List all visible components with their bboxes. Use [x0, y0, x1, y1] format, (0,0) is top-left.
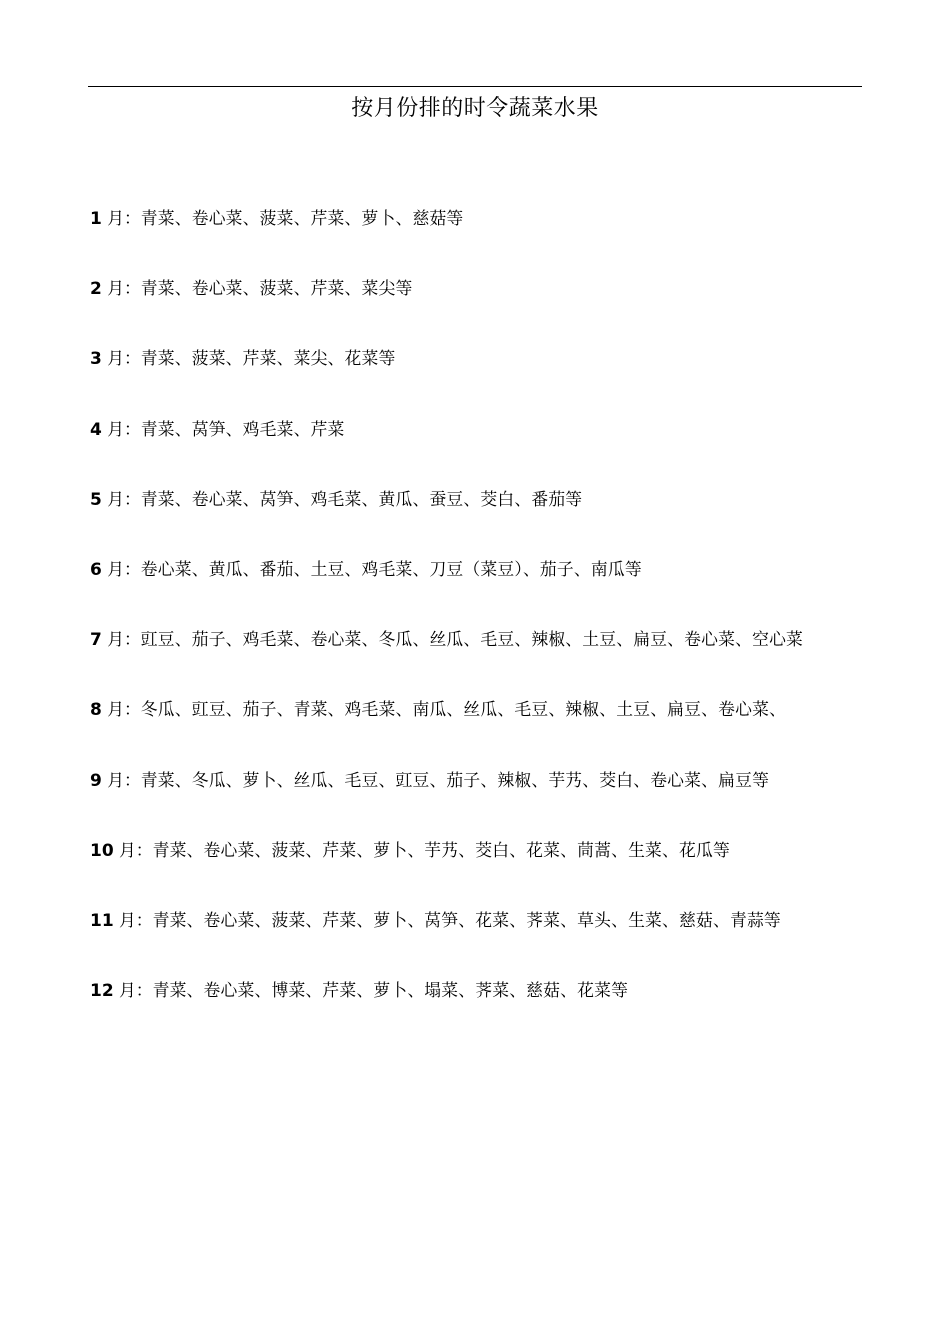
month-row-7 [90, 622, 870, 692]
month-suffix: 月： [107, 208, 141, 228]
month-suffix: 月： [107, 558, 141, 579]
month-number: 2 [90, 279, 102, 300]
month-suffix: 月： [107, 769, 141, 790]
month-number: 9 [90, 770, 102, 791]
month-row-1 [90, 201, 870, 271]
month-suffix: 月： [107, 629, 141, 650]
month-list [90, 201, 870, 1043]
month-suffix: 月： [119, 980, 153, 1001]
month-row-5 [90, 482, 870, 552]
month-produce-list: 青菜、菠菜、芹菜、菜尖、花菜等 [140, 348, 396, 369]
month-produce-list: 青菜、卷心菜、菠菜、芹菜、萝卜、芋艿、茭白、花菜、茼蒿、生菜、花瓜等 [152, 839, 730, 860]
month-row-4 [90, 412, 870, 482]
month-row-10 [90, 833, 870, 903]
month-suffix: 月： [107, 418, 141, 439]
month-produce-list: 卷心菜、黄瓜、番茄、土豆、鸡毛菜、刀豆（菜豆）、茄子、南瓜等 [140, 558, 642, 579]
month-row-2 [90, 271, 870, 341]
month-row-8 [90, 692, 870, 762]
month-suffix: 月： [107, 488, 141, 509]
month-suffix: 月： [107, 278, 141, 299]
month-number: 8 [90, 700, 102, 721]
month-row-11 [90, 903, 870, 973]
month-produce-list: 青菜、卷心菜、菠菜、芹菜、萝卜、莴笋、花菜、荠菜、草头、生菜、慈菇、青蒜等 [152, 909, 781, 930]
month-number: 7 [90, 630, 102, 651]
month-number: 10 [90, 840, 114, 861]
month-number: 4 [90, 419, 102, 440]
month-number: 11 [90, 910, 114, 931]
month-number: 12 [90, 981, 114, 1002]
month-row-12 [90, 973, 870, 1043]
month-suffix: 月： [107, 699, 141, 720]
month-suffix: 月： [119, 909, 153, 930]
month-number: 1 [90, 209, 102, 229]
month-produce-list: 青菜、卷心菜、博菜、芹菜、萝卜、塌菜、荠菜、慈菇、花菜等 [152, 980, 629, 1001]
page-title: 按月份排的时令蔬菜水果 [351, 96, 599, 121]
month-number: 3 [90, 349, 102, 370]
month-produce-list: 青菜、卷心菜、菠菜、芹菜、菜尖等 [140, 278, 413, 299]
month-produce-list: 冬瓜、豇豆、茄子、青菜、鸡毛菜、南瓜、丝瓜、毛豆、辣椒、土豆、扁豆、卷心菜、 [140, 699, 787, 720]
month-produce-list: 青菜、卷心菜、菠菜、芹菜、萝卜、慈菇等 [140, 208, 464, 228]
month-row-6 [90, 552, 870, 622]
month-row-9 [90, 763, 870, 833]
month-produce-list: 青菜、冬瓜、萝卜、丝瓜、毛豆、豇豆、茄子、辣椒、芋艿、茭白、卷心菜、扁豆等 [140, 769, 770, 790]
month-number: 5 [90, 489, 102, 510]
month-produce-list: 豇豆、茄子、鸡毛菜、卷心菜、冬瓜、丝瓜、毛豆、辣椒、土豆、扁豆、卷心菜、空心菜 [140, 629, 804, 650]
month-suffix: 月： [107, 348, 141, 369]
header-rule [88, 86, 862, 87]
month-produce-list: 青菜、卷心菜、莴笋、鸡毛菜、黄瓜、蚕豆、茭白、番茄等 [140, 488, 583, 509]
month-suffix: 月： [119, 839, 153, 860]
month-produce-list: 青菜、莴笋、鸡毛菜、芹菜 [140, 418, 345, 439]
month-row-3 [90, 341, 870, 411]
month-number: 6 [90, 559, 102, 580]
